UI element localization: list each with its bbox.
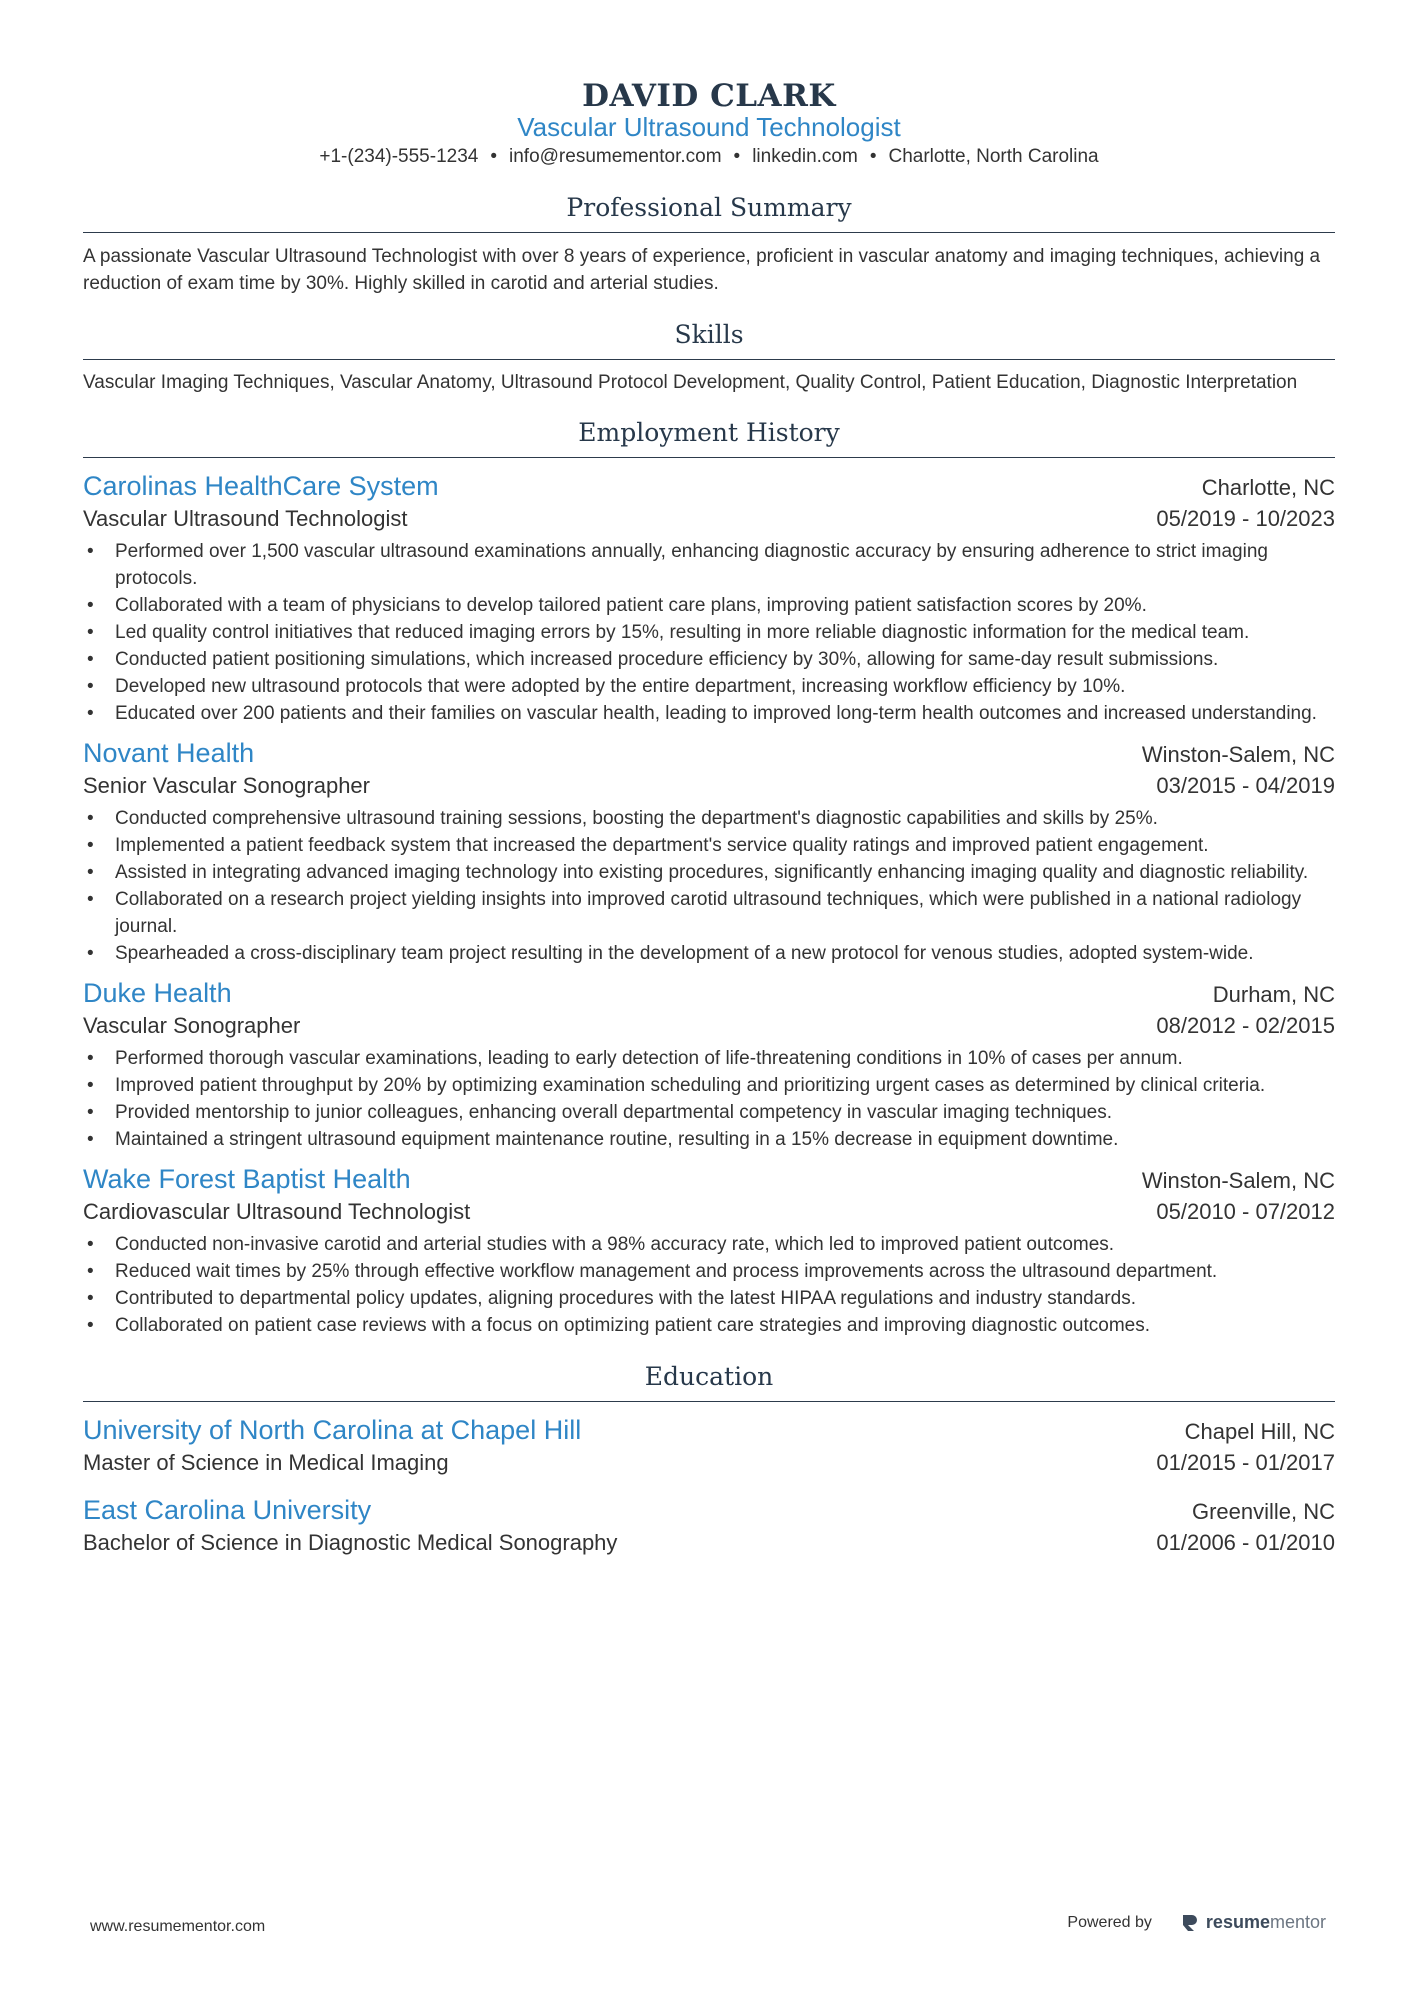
job-location: Charlotte, NC <box>1201 475 1335 500</box>
list-item: • Assisted in integrating advanced imaging technology into existing procedures, significantly enhancing imaging quality and diagnostic reliability. <box>83 859 1335 886</box>
job-entry <box>83 735 1335 967</box>
job-location: Winston-Salem, NC <box>1141 742 1335 767</box>
job-role: Cardiovascular Ultrasound Technologist <box>83 1199 471 1224</box>
brand-light: mentor <box>1269 1912 1326 1932</box>
resumementor-logo-icon <box>1182 1914 1198 1932</box>
list-item: • Contributed to departmental policy updates, aligning procedures with the latest HIPAA regulations and industry standards. <box>83 1285 1335 1312</box>
list-item: • Reduced wait times by 25% through effective workflow management and process improvements across the ultrasound department. <box>83 1258 1335 1285</box>
company-name: Carolinas HealthCare System <box>83 471 439 501</box>
school-location: Chapel Hill, NC <box>1184 1419 1335 1444</box>
list-item: • Performed thorough vascular examinations, leading to early detection of life-threatening conditions in 10% of cases per annum. <box>83 1045 1335 1072</box>
resume-page <box>83 78 1335 1558</box>
section-divider <box>83 232 1335 233</box>
separator-dot: • <box>733 146 741 167</box>
job-location: Durham, NC <box>1212 982 1335 1007</box>
linkedin[interactable]: linkedin.com <box>752 146 858 167</box>
job-entry <box>83 1161 1335 1339</box>
contact-line <box>83 144 1335 170</box>
job-role: Vascular Sonographer <box>83 1013 301 1038</box>
section-heading: Education <box>644 1362 774 1391</box>
education-dates: 01/2015 - 01/2017 <box>1156 1450 1335 1475</box>
degree: Bachelor of Science in Diagnostic Medical Sonography <box>83 1530 618 1555</box>
section-divider <box>83 359 1335 360</box>
section-heading: Employment History <box>578 418 840 447</box>
brand-logo-text[interactable] <box>1206 1912 1326 1933</box>
resume-header <box>83 78 1335 170</box>
company-name: Duke Health <box>83 978 232 1008</box>
separator-dot: • <box>490 146 497 167</box>
employment-section <box>83 417 1335 1339</box>
summary-text: A passionate Vascular Ultrasound Technologist with over 8 years of experience, proficient in vascular anatomy and imaging techniques, achieving a reduction of exam time by 30%. Highly skilled in carotid and arterial studies. <box>83 246 1321 294</box>
job-role: Senior Vascular Sonographer <box>83 773 370 798</box>
section-divider <box>83 457 1335 458</box>
email[interactable]: info@resumementor.com <box>509 146 722 167</box>
list-item: • Spearheaded a cross-disciplinary team project resulting in the development of a new protocol for venous studies, adopted system-wide. <box>83 940 1335 967</box>
job-role: Vascular Ultrasound Technologist <box>83 506 408 531</box>
education-dates: 01/2006 - 01/2010 <box>1156 1530 1335 1555</box>
job-bullets <box>83 805 1335 967</box>
footer-branding <box>1067 1912 1326 1933</box>
degree: Master of Science in Medical Imaging <box>83 1450 449 1475</box>
education-entry <box>83 1412 1335 1478</box>
powered-by-label: Powered by <box>1067 1913 1152 1931</box>
school-location: Greenville, NC <box>1191 1499 1335 1524</box>
list-item: • Implemented a patient feedback system that increased the department's service quality ratings and improved patient engagement. <box>83 832 1335 859</box>
job-dates: 05/2010 - 07/2012 <box>1156 1199 1335 1224</box>
list-item: • Maintained a stringent ultrasound equipment maintenance routine, resulting in a 15% decrease in equipment downtime. <box>83 1126 1335 1153</box>
education-entry <box>83 1492 1335 1558</box>
list-item: • Collaborated with a team of physicians to develop tailored patient care plans, improving patient satisfaction scores by 20%. <box>83 592 1335 619</box>
list-item: • Collaborated on patient case reviews with a focus on optimizing patient care strategies and improving diagnostic outcomes. <box>83 1312 1335 1339</box>
job-bullets <box>83 538 1335 727</box>
section-heading: Skills <box>674 320 744 349</box>
list-item: • Educated over 200 patients and their families on vascular health, leading to improved long-term health outcomes and increased understanding. <box>83 700 1335 727</box>
candidate-name: DAVID CLARK <box>582 78 836 114</box>
list-item: • Led quality control initiatives that reduced imaging errors by 15%, resulting in more reliable diagnostic information for the medical team. <box>83 619 1335 646</box>
list-item: • Conducted patient positioning simulations, which increased procedure efficiency by 30%, allowing for same-day result submissions. <box>83 646 1335 673</box>
summary-section <box>83 192 1335 297</box>
list-item: • Provided mentorship to junior colleagues, enhancing overall departmental competency in vascular imaging techniques. <box>83 1099 1335 1126</box>
company-name: Wake Forest Baptist Health <box>83 1164 411 1194</box>
company-name: Novant Health <box>83 738 255 768</box>
job-entry <box>83 975 1335 1153</box>
list-item: • Conducted comprehensive ultrasound training sessions, boosting the department's diagnostic capabilities and skills by 25%. <box>83 805 1335 832</box>
school-name: East Carolina University <box>83 1495 372 1525</box>
job-entry <box>83 468 1335 727</box>
list-item: • Improved patient throughput by 20% by optimizing examination scheduling and prioritizing urgent cases as determined by clinical criteria. <box>83 1072 1335 1099</box>
job-bullets <box>83 1045 1335 1153</box>
section-heading: Professional Summary <box>566 193 852 222</box>
job-location: Winston-Salem, NC <box>1141 1168 1335 1193</box>
brand-bold: resume <box>1205 1912 1270 1932</box>
skills-text: Vascular Imaging Techniques, Vascular Anatomy, Ultrasound Protocol Development, Quality Control, Patient Education, Diagnostic Interpretation <box>83 372 1298 393</box>
job-bullets <box>83 1231 1335 1339</box>
list-item: • Developed new ultrasound protocols that were adopted by the entire department, increasing workflow efficiency by 10%. <box>83 673 1335 700</box>
skills-section <box>83 319 1335 395</box>
job-dates: 08/2012 - 02/2015 <box>1156 1013 1335 1038</box>
list-item: • Performed over 1,500 vascular ultrasound examinations annually, enhancing diagnostic accuracy by ensuring adherence to strict imaging protocols. <box>83 538 1335 592</box>
separator-dot: • <box>869 146 877 167</box>
education-section <box>83 1361 1335 1558</box>
footer-website[interactable]: www.resumementor.com <box>90 1918 266 1935</box>
list-item: • Conducted non-invasive carotid and arterial studies with a 98% accuracy rate, which led to improved patient outcomes. <box>83 1231 1335 1258</box>
job-dates: 03/2015 - 04/2019 <box>1156 773 1335 798</box>
job-dates: 05/2019 - 10/2023 <box>1156 506 1335 531</box>
phone[interactable]: +1-(234)-555-1234 <box>319 146 479 167</box>
school-name: University of North Carolina at Chapel Hill <box>83 1415 582 1445</box>
candidate-title: Vascular Ultrasound Technologist <box>517 112 901 142</box>
location: Charlotte, North Carolina <box>888 146 1099 167</box>
list-item: • Collaborated on a research project yielding insights into improved carotid ultrasound techniques, which were published in a national radiology journal. <box>83 886 1335 940</box>
section-divider <box>83 1401 1335 1402</box>
